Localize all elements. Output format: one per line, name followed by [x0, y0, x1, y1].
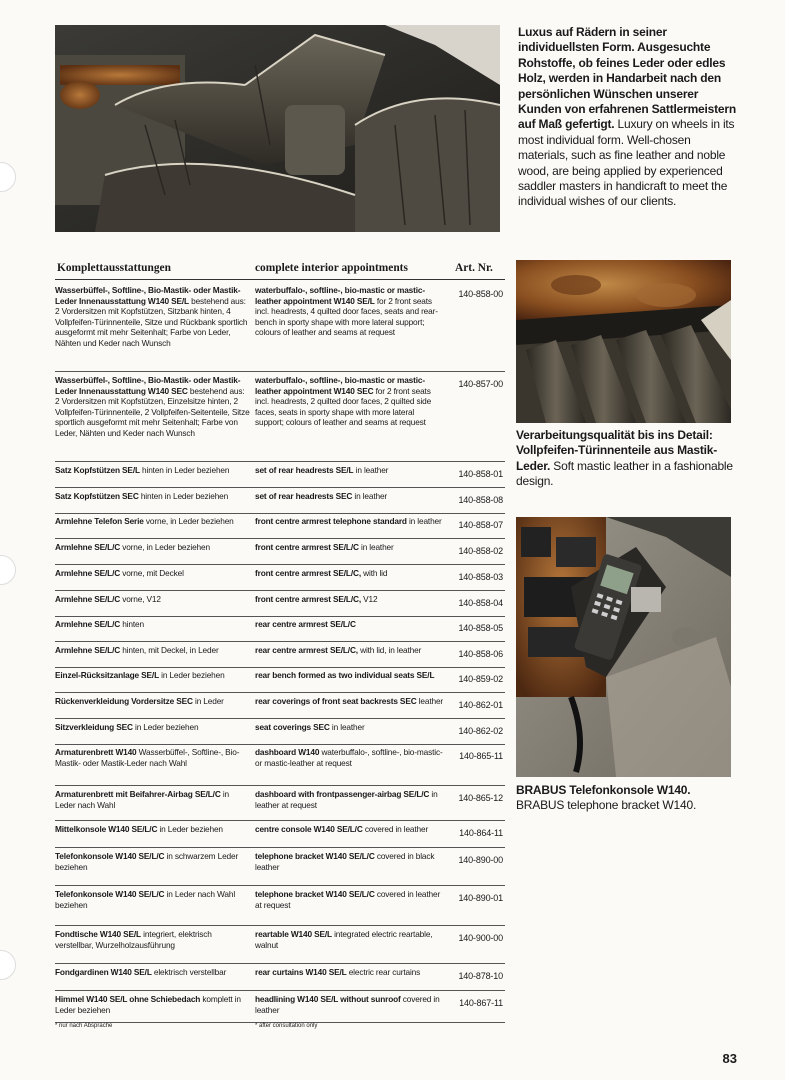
cell-article-number: 140-858-05	[458, 623, 503, 633]
cell-article-number: 140-867-11	[459, 998, 503, 1008]
cell-de-detail: vorne, V12	[120, 594, 161, 604]
cell-article-number: 140-862-01	[458, 700, 503, 710]
door-panel-caption-en: Soft mastic leather in a fashionable design.	[516, 458, 733, 489]
cell-de-title: Armlehne SE/L/C	[55, 645, 121, 655]
table-row	[55, 992, 505, 1023]
table-row	[55, 787, 505, 821]
table-row	[55, 592, 505, 617]
cell-description-en	[255, 516, 445, 527]
cell-de-title: Armlehne SE/L/C	[55, 568, 121, 578]
cell-de-detail: in schwarzem Leder beziehen	[55, 851, 239, 872]
cell-en-title: waterbuffalo-, softline-, bio-mastic or mastic-leather appointment W140 SEC	[255, 375, 425, 396]
cell-de-title: Satz Kopfstützen SEC	[55, 491, 139, 501]
cell-description-en	[255, 994, 445, 1015]
cell-description-en	[255, 568, 445, 579]
cell-description-de	[55, 994, 251, 1015]
cell-en-title: front centre armrest SE/L/C,	[255, 594, 361, 604]
cell-description-de	[55, 516, 251, 527]
cell-de-title: Armlehne SE/L/C	[55, 594, 121, 604]
table-row	[55, 566, 505, 591]
cell-article-number: 140-890-01	[458, 893, 503, 903]
cell-description-en	[255, 465, 445, 476]
cell-en-detail: in leather	[352, 491, 388, 501]
cell-en-title: rear centre armrest SE/L/C	[255, 619, 356, 629]
cell-de-title: Mittelkonsole W140 SE/L/C	[55, 824, 158, 834]
cell-description-de	[55, 645, 251, 656]
cell-en-title: telephone bracket W140 SE/L/C	[255, 851, 375, 861]
cell-de-detail: hinten in Leder beziehen	[139, 465, 230, 475]
cell-description-de	[55, 375, 251, 439]
cell-en-detail: integrated electric reartable, walnut	[255, 929, 433, 950]
cell-article-number: 140-858-00	[458, 289, 503, 299]
cell-description-de	[55, 824, 251, 835]
cell-article-number: 140-862-02	[458, 726, 503, 736]
cell-de-detail: in Leder beziehen	[157, 824, 223, 834]
cell-de-title: Wasserbüffel-, Softline-, Bio-Mastik- oder Mastik-Leder Innenausstattung W140 SEC	[55, 375, 241, 396]
door-panel-caption	[516, 428, 736, 490]
cell-de-detail: Wasserbüffel-, Softline-, Bio-Mastik- oder Mastik-Leder nach Wahl	[55, 747, 240, 768]
punch-hole	[0, 162, 16, 192]
cell-de-detail: in Leder nach Wahl beziehen	[55, 889, 236, 910]
cell-article-number: 140-858-06	[458, 649, 503, 659]
cell-description-de	[55, 967, 251, 978]
cell-article-number: 140-857-00	[458, 379, 503, 389]
cell-de-title: Armaturenbrett W140	[55, 747, 137, 757]
cell-description-de	[55, 789, 251, 810]
cell-article-number: 140-859-02	[458, 674, 503, 684]
telephone-console-photo	[516, 517, 731, 777]
table-row	[55, 668, 505, 693]
cell-de-detail: in Leder beziehen	[159, 670, 225, 680]
cell-description-en	[255, 491, 445, 502]
cell-en-title: front centre armrest SE/L/C,	[255, 568, 361, 578]
cell-de-detail: hinten	[120, 619, 144, 629]
cell-description-en	[255, 967, 445, 978]
table-row	[55, 643, 505, 668]
cell-en-title: waterbuffalo-, softline-, bio-mastic or mastic-leather appointment W140 SE/L	[255, 285, 425, 306]
cell-en-detail: electric rear curtains	[346, 967, 421, 977]
cell-article-number: 140-864-11	[459, 828, 503, 838]
cell-description-de	[55, 747, 251, 768]
table-row	[55, 965, 505, 991]
cell-en-title: rear curtains W140 SE/L	[255, 967, 347, 977]
cell-description-de	[55, 929, 251, 950]
cell-de-detail: in Leder beziehen	[132, 722, 199, 732]
cell-de-title: Einzel-Rücksitzanlage SE/L	[55, 670, 159, 680]
cell-en-title: dashboard W140	[255, 747, 320, 757]
cell-description-de	[55, 851, 251, 872]
cell-de-detail: vorne, in Leder beziehen	[143, 516, 234, 526]
cell-en-title: set of rear headrests SE/L	[255, 465, 354, 475]
table-row	[55, 849, 505, 886]
cell-en-detail: in leather	[358, 542, 394, 552]
cell-en-title: headlining W140 SE/L without sunroof	[255, 994, 401, 1004]
cell-description-de	[55, 568, 251, 579]
cell-de-detail: in Leder	[192, 696, 224, 706]
cell-en-title: rear centre armrest SE/L/C,	[255, 645, 358, 655]
cell-en-detail: covered in leather	[362, 824, 429, 834]
phone-console-caption-de: BRABUS Telefonkonsole W140.	[516, 783, 691, 797]
cell-description-en	[255, 594, 445, 605]
cell-de-title: Sitzverkleidung SEC	[55, 722, 133, 732]
cell-description-de	[55, 696, 251, 707]
cell-description-en	[255, 929, 445, 950]
cell-en-title: rear bench formed as two individual seats SE/L	[255, 670, 435, 680]
cell-article-number: 140-865-11	[459, 751, 503, 761]
cell-article-number: 140-858-07	[458, 520, 503, 530]
cell-description-de	[55, 285, 251, 349]
cell-article-number: 140-890-00	[458, 855, 503, 865]
cell-en-detail: covered in black leather	[255, 851, 435, 872]
table-row	[55, 463, 505, 488]
cell-de-detail: vorne, in Leder beziehen	[120, 542, 210, 552]
table-row	[55, 822, 505, 848]
cell-description-en	[255, 696, 445, 707]
table-row	[55, 283, 505, 372]
cell-de-title: Satz Kopfstützen SE/L	[55, 465, 140, 475]
cell-de-title: Himmel W140 SE/L ohne Schiebedach	[55, 994, 201, 1004]
cell-en-detail: covered in leather	[255, 994, 440, 1015]
cell-description-de	[55, 889, 251, 910]
cell-de-detail: hinten in Leder beziehen	[138, 491, 229, 501]
cell-de-title: Fondtische W140 SE/L	[55, 929, 141, 939]
column-header-article-number: Art. Nr.	[455, 262, 493, 274]
cell-de-detail: elektrisch verstellbar	[151, 967, 227, 977]
cell-description-de	[55, 594, 251, 605]
phone-console-caption-en: BRABUS telephone bracket W140.	[516, 798, 697, 813]
cell-en-title: front centre armrest telephone standard	[255, 516, 407, 526]
cell-description-en	[255, 722, 445, 733]
cell-description-de	[55, 542, 251, 553]
cell-de-detail: bestehend aus: 2 Vordersitzen mit Kopfstützen, Einzelsitze hinten, 2 Vollpfeifen-Türinnenteile, 2 Vollpfeifen-Seitenteile, Sitze sportlich ausgeformt mit mehr Seitenhalt; Farbe von Leder, Nähten und Keder nach Wunsch	[55, 385, 250, 438]
cell-en-detail: with lid, in leather	[357, 645, 422, 655]
cell-en-detail: for 2 front seats incl. headrests, 4 quilted door faces, seats and rear-bench in sporty shape with more lateral support; colours of leather and seams at request	[255, 295, 438, 338]
table-row	[55, 887, 505, 926]
cell-description-de	[55, 670, 251, 681]
cell-de-title: Armlehne SE/L/C	[55, 542, 121, 552]
punch-hole	[0, 950, 16, 980]
cell-description-en	[255, 851, 445, 872]
cell-en-detail: with lid	[361, 568, 388, 578]
cell-article-number: 140-858-02	[458, 546, 503, 556]
cell-description-en	[255, 375, 445, 428]
cell-description-en	[255, 542, 445, 553]
cell-de-title: Telefonkonsole W140 SE/L/C	[55, 889, 165, 899]
cell-de-detail: bestehend aus: 2 Vordersitzen mit Kopfstützen, Sitzbank hinten, 4 Vollpfeifen-Türinnenteile, Sitze und Rückbank sportlich ausgeformt mit mehr Seitenhalt; Farbe von Leder, Nähten und Keder nach Wunsch	[55, 295, 248, 348]
column-header-de: Komplettausstattungen	[57, 262, 171, 274]
cell-de-title: Armlehne SE/L/C	[55, 619, 121, 629]
table-row	[55, 540, 505, 565]
cell-de-title: Telefonkonsole W140 SE/L/C	[55, 851, 165, 861]
cell-en-title: telephone bracket W140 SE/L/C	[255, 889, 375, 899]
cell-description-en	[255, 824, 445, 835]
cell-article-number: 140-858-04	[458, 598, 503, 608]
cell-en-detail: leather	[416, 696, 444, 706]
cell-en-detail: in leather	[406, 516, 442, 526]
table-row	[55, 514, 505, 539]
cell-de-title: Fondgardinen W140 SE/L	[55, 967, 152, 977]
cell-article-number: 140-900-00	[458, 933, 503, 943]
footnote-de: * nur nach Absprache	[55, 1023, 113, 1029]
cell-article-number: 140-878-10	[458, 971, 503, 981]
cell-de-title: Wasserbüffel-, Softline-, Bio-Mastik- oder Mastik-Leder Innenausstattung W140 SE/L	[55, 285, 241, 306]
cell-de-title: Rückenverkleidung Vordersitze SEC	[55, 696, 193, 706]
intro-caption-en: Luxury on wheels in its most individual form. Well-chosen materials, such as fine leather and noble wood, are being applied by experienced saddler masters in handicraft to meet the individual wishes of our clients.	[518, 117, 735, 209]
cell-de-detail: integriert, elektrisch verstellbar, Wurzelholzausführung	[55, 929, 212, 950]
cell-description-en	[255, 619, 445, 630]
cell-description-en	[255, 747, 445, 768]
cell-de-detail: komplett in Leder beziehen	[55, 994, 241, 1015]
cell-de-title: Armlehne Telefon Serie	[55, 516, 144, 526]
cell-description-de	[55, 491, 251, 502]
table-row	[55, 617, 505, 642]
table-row	[55, 489, 505, 514]
cell-description-de	[55, 619, 251, 630]
cell-de-detail: in Leder nach Wahl	[55, 789, 229, 810]
table-row	[55, 694, 505, 719]
table-row	[55, 927, 505, 964]
cell-description-de	[55, 465, 251, 476]
footnote-en: * after consultation only	[255, 1023, 318, 1029]
cell-en-title: reartable W140 SE/L	[255, 929, 332, 939]
column-header-en: complete interior appointments	[255, 262, 408, 274]
cell-en-detail: in leather	[329, 722, 365, 732]
cell-de-title: Armaturenbrett mit Beifahrer-Airbag SE/L/C	[55, 789, 221, 799]
table-header	[55, 260, 505, 278]
intro-caption	[518, 25, 740, 210]
cell-en-detail: in leather	[353, 465, 389, 475]
cell-en-detail: V12	[361, 594, 378, 604]
table-row	[55, 373, 505, 462]
cell-article-number: 140-858-01	[458, 469, 503, 479]
cell-description-en	[255, 670, 445, 681]
punch-hole	[0, 555, 16, 585]
cell-de-detail: vorne, mit Deckel	[120, 568, 184, 578]
cell-en-title: centre console W140 SE/L/C	[255, 824, 363, 834]
cell-article-number: 140-858-08	[458, 495, 503, 505]
table-row	[55, 745, 505, 786]
door-panel-leather-photo	[516, 260, 731, 423]
page-number: 83	[722, 1051, 737, 1066]
door-panel-caption-de: Verarbeitungsqualität bis ins Detail: Vollpfeifen-Türinnenteile aus Mastik-Leder.	[516, 428, 718, 473]
cell-de-detail: hinten, mit Deckel, in Leder	[120, 645, 219, 655]
intro-caption-de: Luxus auf Rädern in seiner individuellsten Form. Ausgesuchte Rohstoffe, ob feines Leder oder edles Holz, werden in Handarbeit nach den persönlichen Wünschen unserer Kunden von erfahrenen Sattlermeistern auf Maß gefertigt.	[518, 25, 736, 132]
cell-description-en	[255, 889, 445, 910]
cell-en-title: front centre armrest SE/L/C	[255, 542, 359, 552]
cell-en-detail: for 2 front seats incl. headrests, 2 quilted door faces, 2 quilted side faces, seats in sporty shape with more lateral support; colours of leather and seams at request	[255, 385, 432, 428]
phone-console-caption	[516, 783, 736, 814]
cell-article-number: 140-865-12	[458, 793, 503, 803]
cell-en-detail: in leather at request	[255, 789, 438, 810]
cell-en-title: set of rear headrests SEC	[255, 491, 353, 501]
cell-description-en	[255, 789, 445, 810]
cell-description-en	[255, 285, 445, 338]
cell-description-en	[255, 645, 445, 656]
cell-en-detail: waterbuffalo-, softline-, bio-mastic- or mastic-leather at request	[255, 747, 443, 768]
rear-seat-leather-photo	[55, 25, 500, 232]
cell-en-title: seat coverings SEC	[255, 722, 330, 732]
cell-en-title: rear coverings of front seat backrests SEC	[255, 696, 417, 706]
cell-description-de	[55, 722, 251, 733]
header-divider	[55, 279, 505, 280]
cell-article-number: 140-858-03	[458, 572, 503, 582]
table-row	[55, 720, 505, 745]
cell-en-title: dashboard with frontpassenger-airbag SE/L/C	[255, 789, 430, 799]
cell-en-detail: covered in leather at request	[255, 889, 441, 910]
